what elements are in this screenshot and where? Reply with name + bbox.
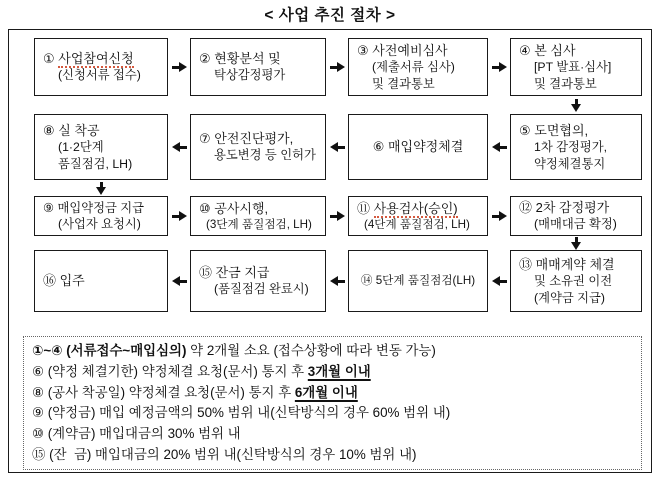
flow-box-line — [43, 50, 163, 67]
flow-box-line: ⑧ 실 착공 — [43, 123, 100, 139]
flow-box-14 — [348, 250, 488, 312]
flow-box-line: (제출서류 심사) — [372, 60, 455, 75]
flow-box-line: (사업자 요청시) — [58, 217, 141, 231]
arrow-right-icon — [330, 211, 345, 222]
flow-box-line: 품질점검, LH) — [58, 156, 133, 171]
flow-box-line: ⑭ 5단계 품질점검(LH) — [360, 274, 476, 288]
flow-box-line: ③ 사전예비심사 — [357, 43, 448, 59]
flow-box-4 — [510, 38, 642, 96]
flow-box-line: (1·2단계 — [58, 140, 104, 155]
flow-box-line: 및 결과통보 — [534, 76, 597, 91]
flow-box-line: 및 소유권 이전 — [534, 274, 613, 289]
flow-box-13 — [510, 250, 642, 312]
flow-box-line: ④ 본 심사 — [519, 43, 576, 59]
arrow-right-icon — [492, 211, 507, 222]
flow-box-8 — [34, 114, 168, 180]
flow-box-11 — [348, 196, 488, 236]
flow-box-line: ⑦ 안전진단평가, — [199, 131, 294, 147]
arrow-left-icon — [492, 142, 507, 153]
flow-box-line: 및 결과통보 — [372, 76, 435, 91]
flow-box-line: 용도변경 등 인허가 — [214, 148, 316, 163]
arrow-right-icon — [172, 62, 187, 73]
note-line-1 — [32, 341, 633, 362]
note-line-2 — [32, 362, 633, 383]
arrow-right-icon — [492, 62, 507, 73]
flow-box-12 — [510, 196, 642, 236]
flow-box-line: 1차 감정평가, — [534, 140, 608, 155]
flow-box-line: (4단계 품질점검, LH) — [364, 217, 470, 231]
flow-box-2 — [190, 38, 326, 96]
note-text-segment: 약 2개월 소요 (접수상황에 따라 변동 가능) — [186, 343, 436, 358]
flowchart-frame — [8, 29, 652, 473]
flow-box-1 — [34, 38, 168, 96]
note-bold-segment: ①~④ (서류접수~매입심의) — [32, 343, 187, 358]
flow-box-line: ⑯ 입주 — [43, 273, 85, 289]
flow-box-line: (3단계 품질점검, LH) — [206, 217, 312, 231]
flow-box-line: ⑫ 2차 감정평가 — [519, 200, 610, 216]
flow-box-line: ⑤ 도면협의, — [519, 123, 589, 139]
flow-box-line: ⑩ 공사시행, — [199, 200, 269, 216]
arrow-down-icon — [95, 182, 107, 195]
flow-box-line: ⑬ 매매계약 체결 — [519, 257, 615, 273]
note-line-5: ⑩ (계약금) 매입대금의 30% 범위 내 — [32, 426, 241, 442]
notes-panel — [23, 336, 642, 470]
flow-box-6 — [348, 114, 488, 180]
flow-box-line: ⑨ 매입약정금 지급 — [43, 200, 145, 215]
arrow-right-icon — [172, 211, 187, 222]
note-line-4: ⑨ (약정금) 매입 예정금액의 50% 범위 내(신탁방식의 경우 60% 범위 내) — [32, 405, 451, 421]
flow-box-line: ⑥ 매입약정체결 — [372, 139, 464, 155]
flow-box-5 — [510, 114, 642, 180]
step-number: ⑪ — [357, 200, 374, 216]
note-text-segment: ⑥ (약정 체결기한) 약정체결 요청(문서) 통지 후 — [32, 363, 308, 379]
note-line-6: ⑮ (잔 금) 매입대금의 20% 범위 내(신탁방식의 경우 10% 범위 내) — [32, 446, 417, 462]
flow-box-7 — [190, 114, 326, 180]
arrow-down-icon — [570, 99, 582, 112]
flow-box-16 — [34, 250, 168, 312]
flow-box-line: (품질점검 완료시) — [214, 282, 309, 297]
flow-box-15 — [190, 250, 326, 312]
arrow-down-icon — [570, 237, 582, 250]
flow-box-line — [357, 200, 483, 217]
flow-box-10 — [190, 196, 326, 236]
note-line-3 — [32, 383, 633, 404]
flow-box-9 — [34, 196, 168, 236]
flow-box-line: 탁상감정평가 — [214, 68, 286, 83]
flow-box-line: (계약금 지급) — [534, 290, 606, 305]
step-title-underlined: 사업참여신청 — [58, 51, 134, 67]
note-emphasis-segment: 6개월 이내 — [294, 384, 358, 400]
arrow-left-icon — [330, 276, 345, 287]
process-flowchart — [34, 38, 645, 312]
note-emphasis-segment: 3개월 이내 — [307, 363, 371, 379]
arrow-left-icon — [172, 142, 187, 153]
flow-box-line: (신청서류 접수) — [58, 68, 141, 83]
flow-box-line: ⑮ 잔금 지급 — [199, 265, 270, 281]
note-text-segment: ⑧ (공사 착공일) 약정체결 요청(문서) 통지 후 — [32, 384, 295, 400]
arrow-left-icon — [172, 276, 187, 287]
arrow-right-icon — [330, 62, 345, 73]
page-title: < 사업 추진 절차 > — [264, 7, 396, 24]
flow-box-line: (매매대금 확정) — [534, 217, 617, 232]
step-title-underlined: 사용검사(승인) — [373, 200, 458, 216]
flow-box-line: [PT 발표·심사] — [534, 60, 612, 75]
arrow-left-icon — [330, 142, 345, 153]
flow-box-3 — [348, 38, 488, 96]
step-number: ① — [43, 51, 59, 67]
arrow-left-icon — [492, 276, 507, 287]
flow-box-line: 약정체결통지 — [534, 156, 606, 171]
flow-box-line: ② 현황분석 및 — [199, 51, 281, 67]
